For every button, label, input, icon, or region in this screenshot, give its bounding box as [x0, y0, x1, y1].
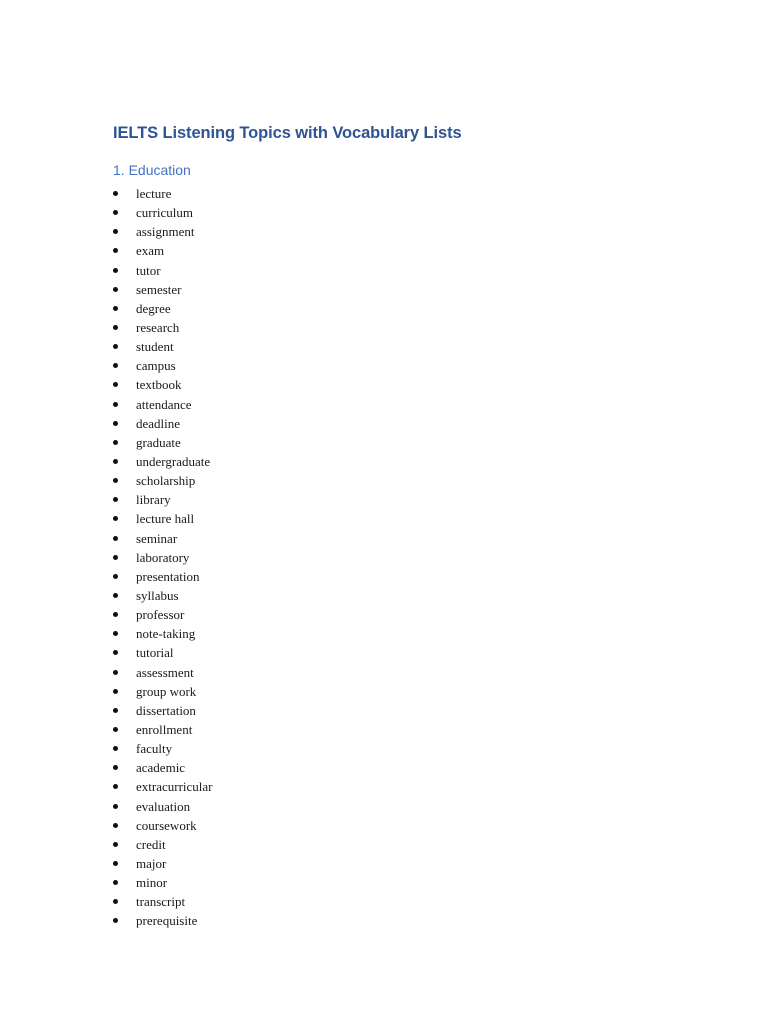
list-item-text: evaluation — [136, 798, 191, 814]
list-item-text: minor — [136, 875, 168, 891]
list-item — [113, 490, 213, 509]
bullet-icon — [113, 574, 118, 579]
bullet-icon — [113, 861, 118, 866]
list-item-text: academic — [136, 760, 186, 776]
list-item-text: lecture hall — [136, 511, 195, 527]
bullet-icon — [113, 899, 118, 904]
bullet-icon — [113, 421, 118, 426]
list-item — [113, 471, 213, 490]
list-item-text: seminar — [136, 530, 178, 546]
bullet-icon — [113, 210, 118, 215]
list-item-text: dissertation — [136, 702, 196, 718]
bullet-icon — [113, 593, 118, 598]
bullet-icon — [113, 382, 118, 387]
list-item-text: research — [136, 319, 180, 335]
list-item — [113, 663, 213, 682]
bullet-icon — [113, 765, 118, 770]
list-item — [113, 624, 213, 643]
bullet-icon — [113, 497, 118, 502]
list-item-text: enrollment — [136, 721, 193, 737]
list-item-text: syllabus — [136, 587, 179, 603]
list-item — [113, 548, 213, 567]
list-item — [113, 720, 213, 739]
list-item — [113, 816, 213, 835]
list-item — [113, 701, 213, 720]
list-item — [113, 241, 213, 260]
list-item — [113, 356, 213, 375]
list-item-text: note-taking — [136, 626, 196, 642]
list-item — [113, 643, 213, 662]
list-item-text: faculty — [136, 741, 173, 757]
list-item-text: student — [136, 339, 174, 355]
list-item-text: attendance — [136, 396, 192, 412]
bullet-icon — [113, 536, 118, 541]
list-item — [113, 739, 213, 758]
list-item — [113, 892, 213, 911]
list-item — [113, 299, 213, 318]
list-item-text: prerequisite — [136, 913, 198, 929]
list-item-text: graduate — [136, 434, 181, 450]
list-item-text: campus — [136, 358, 176, 374]
list-item — [113, 586, 213, 605]
bullet-icon — [113, 287, 118, 292]
list-item-text: extracurricular — [136, 779, 213, 795]
list-item — [113, 854, 213, 873]
list-item-text: tutorial — [136, 645, 174, 661]
section-heading-education: 1. Education — [113, 162, 191, 178]
list-item-text: exam — [136, 243, 165, 259]
list-item — [113, 797, 213, 816]
list-item — [113, 509, 213, 528]
list-item — [113, 835, 213, 854]
bullet-icon — [113, 229, 118, 234]
list-item — [113, 222, 213, 241]
bullet-icon — [113, 823, 118, 828]
list-item — [113, 758, 213, 777]
bullet-icon — [113, 670, 118, 675]
list-item-text: semester — [136, 281, 182, 297]
list-item-text: laboratory — [136, 549, 190, 565]
bullet-icon — [113, 631, 118, 636]
bullet-icon — [113, 708, 118, 713]
list-item — [113, 414, 213, 433]
bullet-icon — [113, 440, 118, 445]
list-item — [113, 529, 213, 548]
list-item — [113, 433, 213, 452]
list-item — [113, 873, 213, 892]
list-item-text: undergraduate — [136, 453, 211, 469]
list-item-text: presentation — [136, 568, 200, 584]
bullet-icon — [113, 804, 118, 809]
list-item-text: library — [136, 492, 171, 508]
bullet-icon — [113, 191, 118, 196]
list-item-text: textbook — [136, 377, 182, 393]
list-item-text: professor — [136, 607, 185, 623]
bullet-icon — [113, 880, 118, 885]
list-item — [113, 318, 213, 337]
bullet-icon — [113, 727, 118, 732]
list-item-text: curriculum — [136, 205, 194, 221]
list-item — [113, 682, 213, 701]
list-item — [113, 452, 213, 471]
list-item — [113, 203, 213, 222]
bullet-icon — [113, 402, 118, 407]
bullet-icon — [113, 363, 118, 368]
bullet-icon — [113, 784, 118, 789]
bullet-icon — [113, 268, 118, 273]
list-item — [113, 375, 213, 394]
bullet-icon — [113, 478, 118, 483]
list-item-text: deadline — [136, 415, 181, 431]
list-item-text: credit — [136, 836, 166, 852]
list-item-text: degree — [136, 300, 171, 316]
list-item-text: assignment — [136, 224, 195, 240]
list-item — [113, 605, 213, 624]
list-item-text: coursework — [136, 817, 197, 833]
bullet-icon — [113, 650, 118, 655]
list-item — [113, 337, 213, 356]
bullet-icon — [113, 459, 118, 464]
list-item-text: assessment — [136, 664, 194, 680]
bullet-icon — [113, 612, 118, 617]
list-item-text: group work — [136, 683, 197, 699]
list-item — [113, 261, 213, 280]
bullet-icon — [113, 918, 118, 923]
list-item — [113, 567, 213, 586]
list-item-text: scholarship — [136, 473, 196, 489]
list-item-text: major — [136, 855, 167, 871]
vocabulary-list — [113, 184, 213, 930]
bullet-icon — [113, 306, 118, 311]
list-item-text: transcript — [136, 894, 186, 910]
list-item — [113, 280, 213, 299]
bullet-icon — [113, 248, 118, 253]
list-item — [113, 395, 213, 414]
bullet-icon — [113, 325, 118, 330]
list-item-text: lecture — [136, 186, 172, 201]
list-item-text: tutor — [136, 262, 161, 278]
bullet-icon — [113, 842, 118, 847]
list-item — [113, 777, 213, 796]
bullet-icon — [113, 555, 118, 560]
list-item — [113, 911, 213, 930]
bullet-icon — [113, 746, 118, 751]
bullet-icon — [113, 689, 118, 694]
bullet-icon — [113, 516, 118, 521]
list-item — [113, 184, 213, 203]
bullet-icon — [113, 344, 118, 349]
document-title: IELTS Listening Topics with Vocabulary Lists — [113, 124, 462, 142]
